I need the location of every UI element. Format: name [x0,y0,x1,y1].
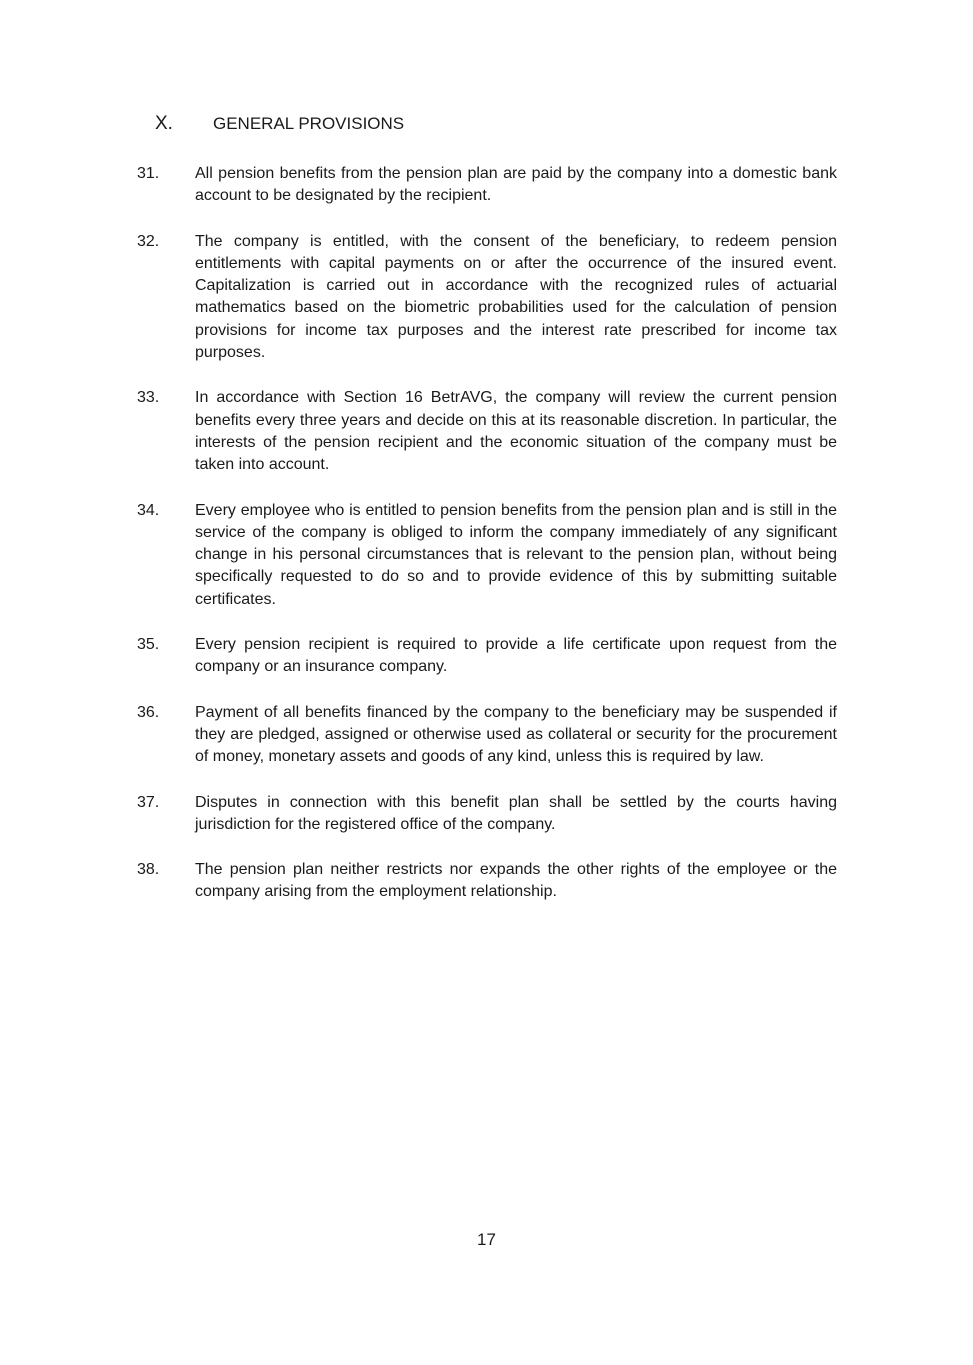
provision-text: The pension plan neither restricts nor expands the other rights of the employee or the company arising from the employment relationship. [195,861,837,901]
provision-number: 35. [137,636,160,654]
provision-text: Every pension recipient is required to provide a life certificate upon request from the company or an insurance company. [195,636,837,676]
section-number: X. [155,113,173,134]
provision-number: 37. [137,793,160,811]
provisions-list [137,163,837,927]
provision-text: All pension benefits from the pension plan are paid by the company into a domestic bank account to be designated by the recipient. [195,165,837,205]
provision-number: 32. [137,232,160,250]
provision-item [137,859,837,904]
provision-text: In accordance with Section 16 BetrAVG, the company will review the current pension benefits every three years and decide on this at its reasonable discretion. In particular, the interests of the pension recipient and the economic situation of the company must be taken into account. [195,389,837,474]
provision-number: 36. [137,703,160,721]
provision-item [137,792,837,837]
provision-text: Disputes in connection with this benefit plan shall be settled by the courts having jurisdiction for the registered office of the company. [195,793,837,833]
provision-item [137,500,837,611]
section-title: GENERAL PROVISIONS [213,114,405,133]
provision-text: Payment of all benefits financed by the company to the beneficiary may be suspended if they are pledged, assigned or otherwise used as collateral or security for the procurement of money, monetary assets and goods of any kind, unless this is required by law. [195,703,837,766]
section-heading [155,113,404,135]
provision-item [137,634,837,679]
provision-item [137,163,837,208]
provision-number: 31. [137,165,160,182]
page-number: 17 [477,1230,496,1249]
provision-text: Every employee who is entitled to pension benefits from the pension plan and is still in the service of the company is obliged to inform the company immediately of any significant change in his personal circumstances that is relevant to the pension plan, without being specifically requested to do so and to provide evidence of this by submitting suitable certificates. [195,501,837,608]
provision-item [137,231,837,365]
provision-text: The company is entitled, with the consent of the beneficiary, to redeem pension entitlements with capital payments on or after the occurrence of the insured event. Capitalization is carried out in accordance with the recognized rules of actuarial mathematics based on the biometric probabilities used for the calculation of pension provisions for income tax purposes and the interest rate prescribed for income tax purposes. [195,232,837,362]
provision-number: 34. [137,501,160,519]
provision-number: 33. [137,389,160,407]
provision-item [137,387,837,476]
provision-item [137,702,837,769]
provision-number: 38. [137,861,160,879]
